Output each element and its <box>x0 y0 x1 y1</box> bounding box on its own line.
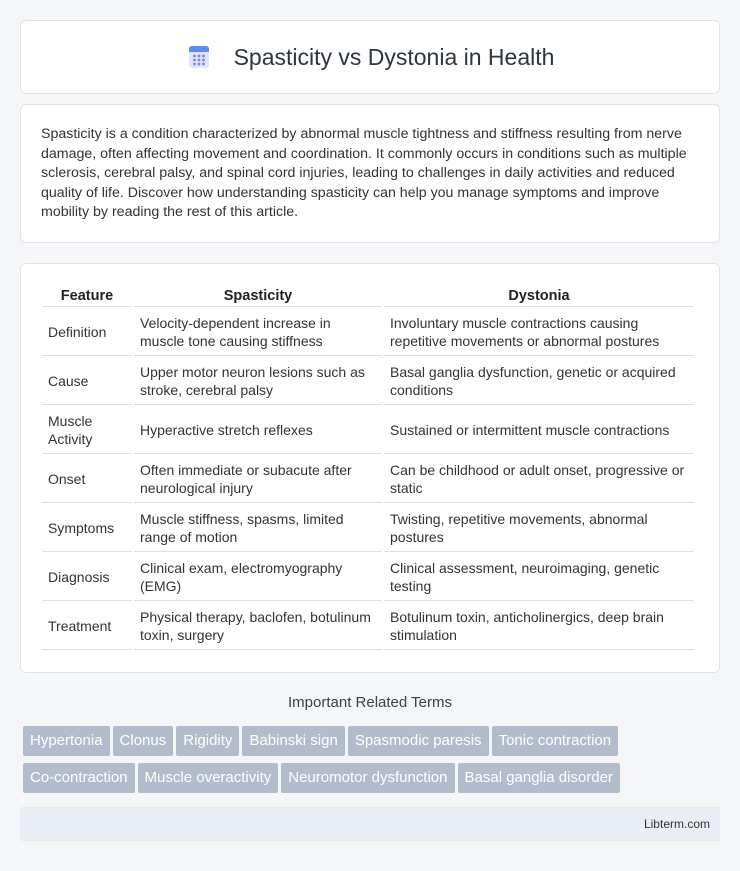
tag-rigidity[interactable]: Rigidity <box>176 726 239 756</box>
dystonia-cell: Sustained or intermittent muscle contractions <box>384 407 694 454</box>
spasticity-cell: Velocity-dependent increase in muscle tone causing stiffness <box>134 309 382 356</box>
feature-cell: Onset <box>42 456 132 503</box>
dystonia-cell: Twisting, repetitive movements, abnormal postures <box>384 505 694 552</box>
footer <box>20 807 720 841</box>
header-feature: Feature <box>42 286 132 307</box>
table-row <box>42 505 694 552</box>
dystonia-cell: Involuntary muscle contractions causing repetitive movements or abnormal postures <box>384 309 694 356</box>
feature-cell: Diagnosis <box>42 554 132 601</box>
table-row <box>42 309 694 356</box>
table-row <box>42 603 694 650</box>
feature-cell: Definition <box>42 309 132 356</box>
header-dystonia: Dystonia <box>384 286 694 307</box>
page-header <box>20 20 720 94</box>
dystonia-cell: Can be childhood or adult onset, progressive or static <box>384 456 694 503</box>
comparison-card <box>20 263 720 673</box>
header-spasticity: Spasticity <box>134 286 382 307</box>
table-row <box>42 358 694 405</box>
feature-cell: Treatment <box>42 603 132 650</box>
spasticity-cell: Often immediate or subacute after neurological injury <box>134 456 382 503</box>
spasticity-cell: Clinical exam, electromyography (EMG) <box>134 554 382 601</box>
tag-co-contraction[interactable]: Co-contraction <box>23 763 135 793</box>
table-row <box>42 407 694 454</box>
feature-cell: Symptoms <box>42 505 132 552</box>
tag-babinski-sign[interactable]: Babinski sign <box>242 726 344 756</box>
feature-cell: Muscle Activity <box>42 407 132 454</box>
intro-paragraph: Spasticity is a condition characterized by abnormal muscle tightness and stiffness resulting from nerve damage, often affecting movement and coordination. It commonly occurs in conditions such as multiple sclerosis, cerebral palsy, and spinal cord injuries, leading to challenges in daily activities and reduced quality of life. Discover how understanding spasticity can help you manage symptoms and improve mobility by reading the rest of this article. <box>41 126 687 221</box>
table-row <box>42 554 694 601</box>
related-terms-title: Important Related Terms <box>288 694 452 711</box>
dystonia-cell: Clinical assessment, neuroimaging, genetic testing <box>384 554 694 601</box>
table-row <box>42 456 694 503</box>
tag-clonus[interactable]: Clonus <box>113 726 174 756</box>
spasticity-cell: Muscle stiffness, spasms, limited range of motion <box>134 505 382 552</box>
document-grid-icon <box>186 44 212 70</box>
tag-muscle-overactivity[interactable]: Muscle overactivity <box>138 763 279 793</box>
dystonia-cell: Basal ganglia dysfunction, genetic or acquired conditions <box>384 358 694 405</box>
table-header-row <box>42 286 694 307</box>
intro-card <box>20 104 720 243</box>
comparison-table <box>40 284 696 652</box>
page-title: Spasticity vs Dystonia in Health <box>233 43 555 70</box>
feature-cell: Cause <box>42 358 132 405</box>
spasticity-cell: Upper motor neuron lesions such as stroke, cerebral palsy <box>134 358 382 405</box>
tag-tonic-contraction[interactable]: Tonic contraction <box>492 726 619 756</box>
spasticity-cell: Hyperactive stretch reflexes <box>134 407 382 454</box>
dystonia-cell: Botulinum toxin, anticholinergics, deep brain stimulation <box>384 603 694 650</box>
tag-basal-ganglia-disorder[interactable]: Basal ganglia disorder <box>458 763 620 793</box>
footer-site-link[interactable]: Libterm.com <box>643 817 710 831</box>
spasticity-cell: Physical therapy, baclofen, botulinum toxin, surgery <box>134 603 382 650</box>
related-terms-list <box>23 726 723 800</box>
tag-hypertonia[interactable]: Hypertonia <box>23 726 110 756</box>
tag-spasmodic-paresis[interactable]: Spasmodic paresis <box>348 726 489 756</box>
tag-neuromotor-dysfunction[interactable]: Neuromotor dysfunction <box>281 763 454 793</box>
